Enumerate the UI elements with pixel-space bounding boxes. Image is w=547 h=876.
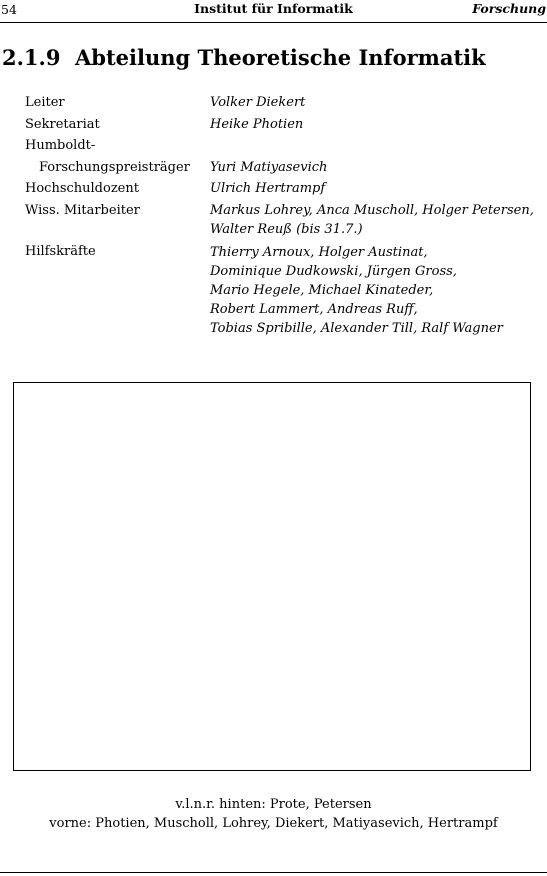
staff-value — [210, 200, 540, 240]
staff-value-line: Robert Lammert, Andreas Ruff, — [210, 301, 418, 317]
staff-value: Ulrich Hertrampf — [210, 181, 326, 196]
staff-label: Sekretariat — [25, 116, 100, 132]
photo-frame — [13, 382, 531, 771]
staff-label: Wiss. Mitarbeiter — [25, 202, 140, 218]
staff-value-line: Tobias Spribille, Alexander Till, Ralf Wagner — [210, 320, 503, 336]
section-heading — [2, 45, 486, 70]
page-number: 54 — [1, 2, 17, 17]
staff-row-hilfskraefte — [25, 241, 540, 338]
staff-value-line: Markus Lohrey, Anca Muscholl, Holger Petersen, — [210, 203, 534, 218]
staff-row-sekretariat — [25, 114, 540, 136]
staff-row-leiter — [25, 92, 540, 114]
staff-value: Volker Diekert — [210, 95, 306, 110]
page-header — [0, 0, 547, 23]
staff-value-line: Thierry Arnoux, Holger Austinat, — [210, 244, 428, 260]
staff-row-hochschuldozent — [25, 178, 540, 200]
staff-label: Leiter — [25, 95, 65, 110]
photo-caption — [0, 795, 547, 833]
staff-label: Hochschuldozent — [25, 181, 139, 196]
staff-value: Heike Photien — [210, 116, 304, 132]
footer-rule — [0, 872, 547, 873]
staff-value-line: Mario Hegele, Michael Kinateder, — [210, 282, 434, 298]
staff-label: Forschungspreisträger — [39, 159, 190, 175]
staff-value-line: Walter Reuß (bis 31.7.) — [210, 222, 363, 237]
caption-line: v.l.n.r. hinten: Prote, Petersen — [175, 797, 372, 812]
staff-value-line: Dominique Dudkowski, Jürgen Gross, — [210, 263, 457, 279]
staff-label: Hilfskräfte — [25, 244, 96, 259]
staff-row-humboldt-label — [25, 135, 540, 157]
section-title: Abteilung Theoretische Informatik — [75, 45, 486, 70]
section-name: Forschung — [472, 1, 546, 16]
staff-row-humboldt — [25, 157, 540, 179]
staff-value: Yuri Matiyasevich — [210, 159, 328, 175]
staff-row-mitarbeiter — [25, 200, 540, 240]
staff-value — [210, 241, 540, 338]
staff-list — [25, 92, 540, 340]
staff-label: Humboldt- — [25, 138, 96, 153]
section-number: 2.1.9 — [2, 45, 61, 70]
caption-line: vorne: Photien, Muscholl, Lohrey, Diekert, Matiyasevich, Hertrampf — [49, 816, 498, 831]
institute-name: Institut für Informatik — [194, 1, 353, 16]
